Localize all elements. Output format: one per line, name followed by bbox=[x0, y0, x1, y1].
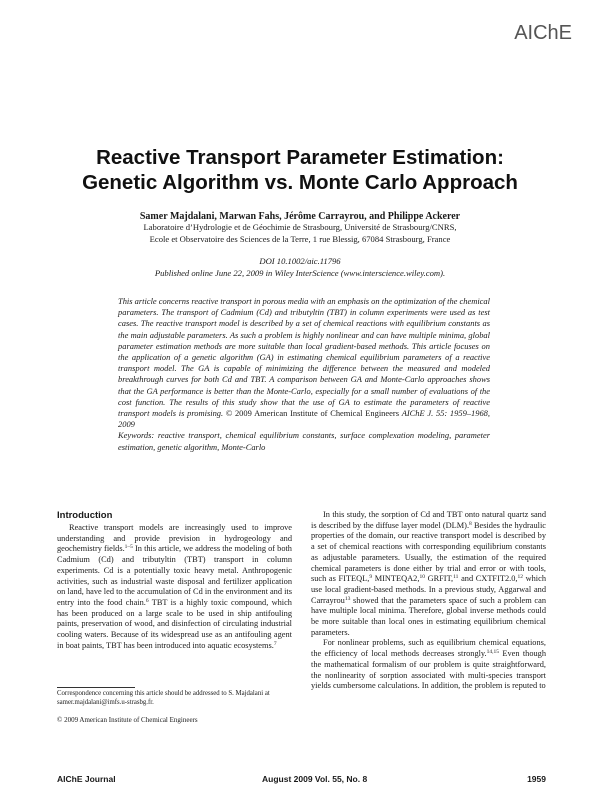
abstract-copyright: © 2009 American Institute of Chemical Engineers bbox=[223, 408, 402, 419]
title-line-1: Reactive Transport Parameter Estimation: bbox=[96, 146, 504, 169]
text-run: and CXTFIT2.0, bbox=[458, 574, 518, 584]
citation: 11 bbox=[453, 574, 459, 581]
citation: 14,15 bbox=[486, 649, 500, 656]
paragraph bbox=[311, 510, 546, 638]
citation: 8 bbox=[469, 520, 472, 527]
paragraph bbox=[57, 523, 292, 651]
left-column bbox=[57, 523, 292, 651]
text-run: Besides the hydraulic properties of the domain, our reactive transport model is described by a set of chemical reactions with corresponding equilibrium constants as adjustable parameters. Usually, the estimation of the required chemical parameters is done either by trial and error or with tools, such as FITEQL, bbox=[311, 520, 546, 584]
text-run: Even though the mathematical formalism of our problem is quite straightforward, the nonlinearity of sorption associated with multi-species transport yields cumbersome calculations. In addition, the problem is reputed to bbox=[311, 649, 547, 691]
abstract-journal-ref: AIChE J. 55: 1959–1968, 2009 bbox=[118, 408, 490, 430]
text-run: showed that the parameters space of such a problem can have multiple local minima. Therefore, global inverse methods could be more suitable than local ones in estimating equilibrium chemical parameters. bbox=[311, 595, 546, 637]
citation: 7 bbox=[273, 640, 277, 647]
right-column bbox=[311, 510, 546, 692]
paragraph bbox=[311, 638, 546, 692]
footer-journal: AIChE Journal bbox=[57, 774, 116, 784]
citation: 1–5 bbox=[124, 544, 133, 551]
text-run: GRFIT, bbox=[424, 574, 454, 584]
text-run: In this study, the sorption of Cd and TBT onto natural quartz sand is described by the diffuse layer model (DLM). bbox=[311, 510, 546, 530]
text-run: In this article, we address the modeling of both Cadmium (Cd) and tributyltin (TBT) transport in column experiments. Cd is a potentially toxic heavy metal. Anthropogenic activities, such as industrial waste disposal and fertilizer application on land, have led to the accumulation of Cd in the environment and its entry into the food chain. bbox=[57, 544, 292, 607]
text-run: MINTEQA2, bbox=[372, 574, 420, 584]
section-heading-introduction: Introduction bbox=[57, 510, 113, 521]
publication-info bbox=[40, 256, 560, 279]
abstract-text: This article concerns reactive transport in porous media with an emphasis on the optimization of the chemical parameters. The transport of Cadmium (Cd) and tributyltin (TBT) in column experiments were used as test cases. The reactive transport model is described by a set of chemical reactions with equilibrium constants as the main adjustable parameters. As such a problem is highly nonlinear and can have multiple minima, global parameter estimation methods are more suitable than local gradient-based methods. This article focuses on the application of a genetic algorithm (GA) in estimating chemical equilibrium parameters of a reactive transport model. The GA is capable of minimizing the difference between the measured and modeled breakthrough curves for both Cd and TBT. A comparison between GA and Monte-Carlo approaches shows that the GA performance is better than the Monte-Carlo, especially for a small number of evaluations of the cost function. The results of this study show that the use of GA to estimate the parameters of reactive transport models is promising. bbox=[118, 296, 490, 419]
footnote-divider bbox=[57, 687, 135, 688]
text-run: TBT is a highly toxic compound, which has been produced on a large scale to be used in ship antifouling paints, preservation of wood, and disinfection of circulating industrial cooling waters. Because of its widespread use as an antifouling agent in boat paints, TBT has been introduced into aquatic ecosystems. bbox=[57, 597, 292, 650]
paper-title bbox=[40, 145, 560, 195]
citation: 12 bbox=[517, 574, 523, 581]
aiche-logo: AIChE bbox=[514, 22, 572, 44]
title-line-2: Genetic Algorithm vs. Monte Carlo Approach bbox=[82, 171, 518, 194]
affiliation-line-1: Laboratoire d’Hydrologie et de Géochimie de Strasbourg, Université de Strasbourg/CNRS, bbox=[143, 222, 457, 232]
footer-page-number: 1959 bbox=[527, 774, 546, 784]
citation: 13 bbox=[344, 595, 351, 602]
copyright-notice: © 2009 American Institute of Chemical Engineers bbox=[57, 716, 198, 724]
correspondence-footnote: Correspondence concerning this article should be addressed to S. Majdalani at samer.majdalani@imfs.u-strasbg.fr. bbox=[57, 690, 270, 706]
citation: 9 bbox=[369, 574, 373, 581]
affiliation bbox=[40, 222, 560, 245]
affiliation-line-2: Ecole et Observatoire des Sciences de la Terre, 1 rue Blessig, 67084 Strasbourg, France bbox=[149, 233, 451, 244]
citation: 6 bbox=[145, 597, 149, 604]
citation: 10 bbox=[419, 574, 425, 581]
footer-issue: August 2009 Vol. 55, No. 8 bbox=[262, 774, 368, 784]
keywords: Keywords: reactive transport, chemical equilibrium constants, surface complexation modeling, parameter estimation, genetic algorithm, Monte-Carlo bbox=[118, 430, 490, 452]
text-run: which use local gradient-based methods. In a previous study, Aggarwal and Carrayrou bbox=[311, 574, 546, 605]
text-run: Reactive transport models are increasingly used to improve understanding and provide prevision in hydrogeology and geochemistry fields. bbox=[57, 523, 292, 554]
published-online: Published online June 22, 2009 in Wiley InterScience (www.interscience.wiley.com). bbox=[154, 267, 446, 278]
doi: DOI 10.1002/aic.11796 bbox=[259, 256, 341, 266]
text-run: For nonlinear problems, such as equilibrium chemical equations, the efficiency of local methods decreases strongly. bbox=[311, 638, 546, 659]
authors: Samer Majdalani, Marwan Fahs, Jérôme Carrayrou, and Philippe Ackerer bbox=[139, 211, 461, 222]
abstract bbox=[118, 296, 490, 453]
